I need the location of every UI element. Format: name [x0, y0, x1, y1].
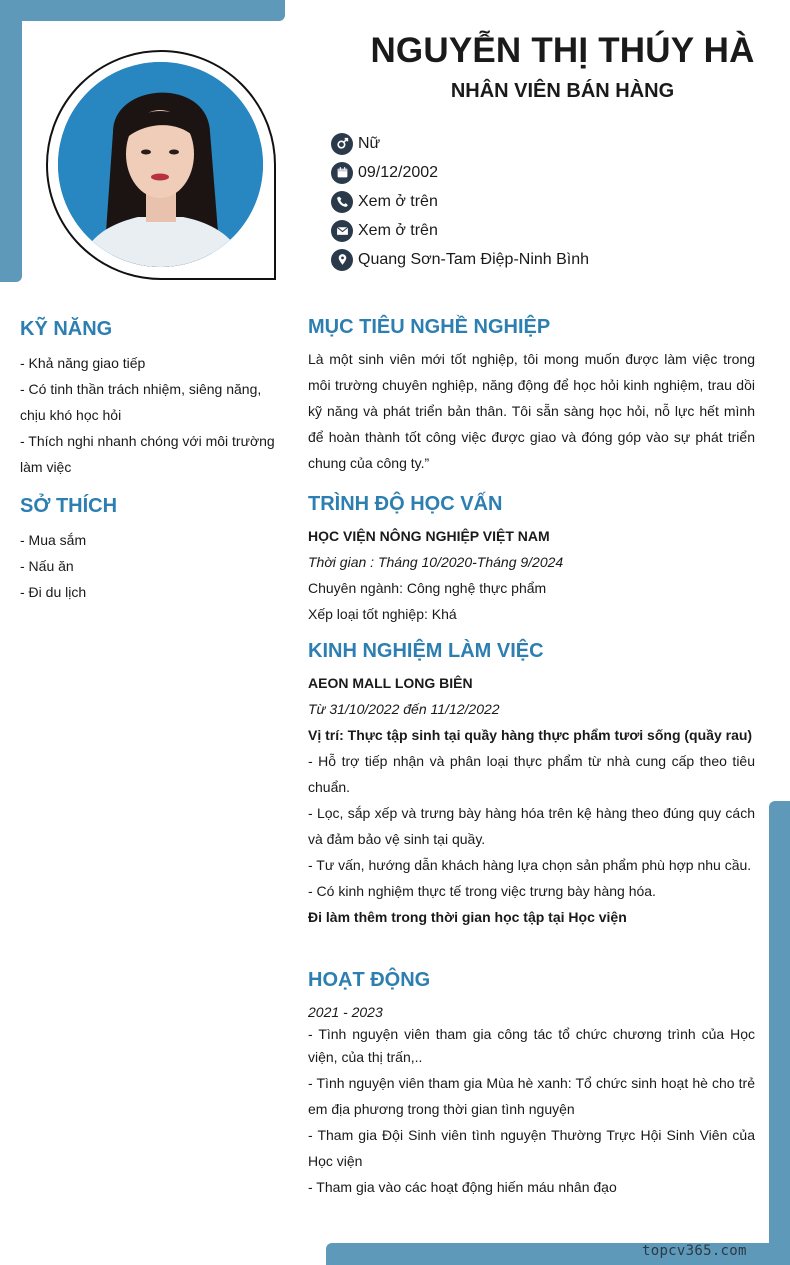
skill-item: - Khả năng giao tiếp	[20, 355, 146, 371]
candidate-name: NGUYỄN THỊ THÚY HÀ	[370, 31, 755, 70]
skill-item: làm việc	[20, 459, 72, 475]
hobby-item: - Mua sắm	[20, 532, 87, 548]
mail-icon	[331, 220, 353, 242]
experience-period: Từ 31/10/2022 đến 11/12/2022	[308, 701, 500, 717]
activity-item: - Tham gia Đội Sinh viên tình nguyện Thường Trực Hội Sinh Viên của Học viện	[308, 1127, 755, 1169]
left-decor-bar	[0, 0, 22, 282]
activity-item: - Tham gia vào các hoạt động hiến máu nhân đạo	[308, 1179, 617, 1195]
company-name: AEON MALL LONG BIÊN	[308, 675, 473, 691]
objective-title: MỤC TIÊU NGHỀ NGHIỆP	[308, 316, 551, 338]
activities-title: HOẠT ĐỘNG	[308, 969, 431, 991]
profile-photo	[58, 62, 263, 267]
contact-text: Quang Sơn-Tam Điệp-Ninh Bình	[358, 250, 590, 268]
hobby-item: - Nấu ăn	[20, 558, 74, 574]
duty-item: - Lọc, sắp xếp và trưng bày hàng hóa trên kệ hàng theo đúng quy cách và đảm bảo vệ sinh tại quầy.	[308, 805, 755, 847]
skills-title: KỸ NĂNG	[20, 318, 113, 340]
contact-list	[331, 129, 589, 274]
experience-title: KINH NGHIỆM LÀM VIỆC	[308, 640, 544, 662]
duty-item: - Tư vấn, hướng dẫn khách hàng lựa chọn sản phẩm phù hợp nhu cầu.	[308, 857, 752, 873]
job-title: NHÂN VIÊN BÁN HÀNG	[450, 80, 675, 102]
phone-icon	[331, 191, 353, 213]
activity-item: - Tình nguyện viên tham gia Mùa hè xanh: Tổ chức sinh hoạt hè cho trẻ em địa phương trong thời gian tình nguyện	[308, 1075, 755, 1117]
contact-birthday	[331, 158, 589, 187]
skill-item: chịu khó học hỏi	[20, 407, 122, 423]
skill-item: - Thích nghi nhanh chóng với môi trường	[20, 433, 275, 449]
watermark: topcv365.com	[642, 1243, 747, 1259]
skill-item: - Có tinh thần trách nhiệm, siêng năng,	[20, 381, 262, 397]
education-period: Thời gian : Tháng 10/2020-Tháng 9/2024	[308, 554, 564, 570]
contact-phone	[331, 187, 589, 216]
calendar-icon	[331, 162, 353, 184]
duty-item: - Có kinh nghiệm thực tế trong việc trưng bày hàng hóa.	[308, 883, 656, 899]
experience-block	[308, 670, 755, 930]
education-title: TRÌNH ĐỘ HỌC VẤN	[308, 493, 503, 515]
hobbies-title: SỞ THÍCH	[20, 495, 118, 517]
experience-position: Vị trí: Thực tập sinh tại quầy hàng thực phẩm tươi sống (quầy rau)	[308, 727, 753, 743]
contact-gender	[331, 129, 589, 158]
contact-text: Xem ở trên	[358, 221, 438, 239]
education-block	[308, 523, 755, 627]
contact-text: 09/12/2002	[358, 163, 439, 181]
gender-icon	[331, 133, 353, 155]
activities-list	[308, 1070, 755, 1200]
contact-text: Xem ở trên	[358, 192, 438, 210]
school-name: HỌC VIỆN NÔNG NGHIỆP VIỆT NAM	[308, 528, 550, 544]
location-icon	[331, 249, 353, 271]
duty-item: - Hỗ trợ tiếp nhận và phân loại thực phẩm từ nhà cung cấp theo tiêu chuẩn.	[308, 753, 755, 795]
experience-note: Đi làm thêm trong thời gian học tập tại Học viện	[308, 909, 627, 925]
contact-address	[331, 245, 589, 274]
education-major: Chuyên ngành: Công nghệ thực phẩm	[308, 580, 547, 596]
education-grade: Xếp loại tốt nghiệp: Khá	[308, 606, 457, 622]
objective-text: Là một sinh viên mới tốt nghiệp, tôi mong muốn được làm việc trong môi trường chuyên nghiệp, năng động để học hỏi kinh nghiệm, trau dồi kỹ năng và phát triển bản thân. Tôi sẵn sàng học hỏi, nỗ lực hết mình để hoàn thành tốt công việc được giao và đóng góp vào sự phát triển chung của công ty.”	[308, 351, 755, 471]
top-decor-bar	[0, 0, 285, 21]
hobby-item: - Đi du lịch	[20, 584, 87, 600]
skills-list	[20, 350, 285, 480]
activity-item: - Tình nguyện viên tham gia công tác tổ chức chương trình của Học viện, của thị trấn,..	[308, 1026, 755, 1065]
right-decor-bar	[769, 801, 790, 1265]
contact-email	[331, 216, 589, 245]
hobbies-list	[20, 527, 285, 605]
activities-period: 2021 - 2023	[308, 1004, 383, 1020]
contact-text: Nữ	[358, 134, 381, 152]
